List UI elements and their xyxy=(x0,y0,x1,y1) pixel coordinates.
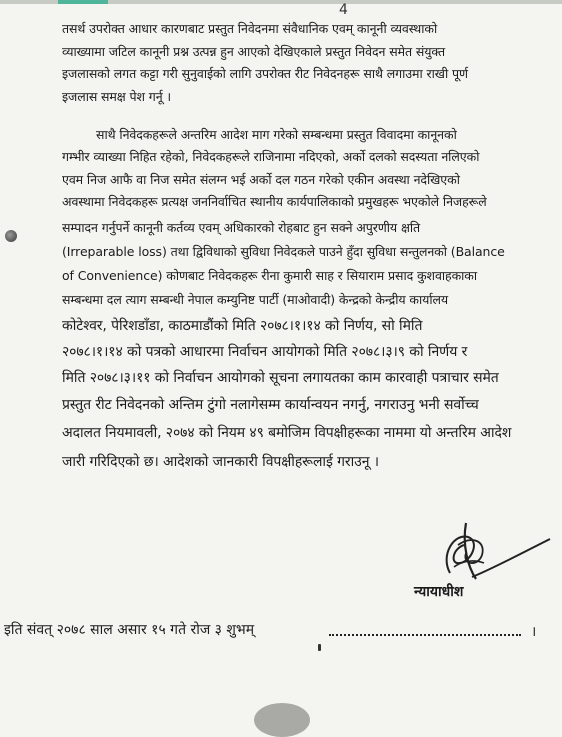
judge-title: न्यायाधीश xyxy=(414,584,464,600)
paragraph-2-line: सम्बन्धमा दल त्याग सम्बन्धी नेपाल कम्युनिष्ट पार्टी (माओवादी) केन्द्रको केन्द्रीय कार्यालय xyxy=(62,292,449,307)
paragraph-1-line: इजलास समक्ष पेश गर्नू । xyxy=(62,89,172,104)
paragraph-1-line: इजलासको लगत कट्टा गरी सुनुवाईको लागि उपरोक्त रीट निवेदनहरू साथै लगाउमा राखी पूर्ण xyxy=(62,66,468,81)
paragraph-2-line: साथै निवेदकहरूले अन्तरिम आदेश माग गरेको सम्बन्धमा प्रस्तुत विवादमा कानूनको xyxy=(96,127,457,142)
top-edge-accent xyxy=(58,0,108,4)
paragraph-1-line: तसर्थ उपरोक्त आधार कारणबाट प्रस्तुत निवेदनमा संवैधानिक एवम् कानूनी व्यवस्थाको xyxy=(62,21,438,36)
paragraph-2-line: कोटेश्वर, पेरिशडाँडा, काठमाडौंको मिति २०७८।१।१४ को निर्णय, सो मिति xyxy=(62,318,423,334)
paragraph-2-line: of Convenience) कोणबाट निवेदकहरू रीना कुमारी साह र सियाराम प्रसाद कुशवाहकाका xyxy=(62,268,478,283)
paragraph-2-line: अवस्थामा निवेदकहरू प्रत्यक्ष जननिर्वाचित स्थानीय कार्यपालिकाको प्रमुखहरू भएकोले निजहरूले xyxy=(62,194,487,209)
paragraph-2-line: २०७८।१।१४ को पत्रको आधारमा निर्वाचन आयोगको मिति २०७८।३।९ को निर्णय र xyxy=(62,344,468,360)
paragraph-2-line: अदालत नियमावली, २०७४ को नियम ४९ बमोजिम विपक्षीहरूका नाममा यो अन्तरिम आदेश xyxy=(62,425,512,441)
punch-hole xyxy=(5,230,17,242)
bottom-scan-shadow xyxy=(254,703,310,737)
paragraph-2-line: एवम निज आफै वा निज समेत संलग्न भई अर्को दल गठन गरेको एकीन अवस्था नदेखिएको xyxy=(62,172,460,187)
end-mark: । xyxy=(531,624,537,640)
paragraph-2-line: गम्भीर व्याख्या निहित रहेको, निवेदकहरूले राजिनामा नदिएको, अर्को दलको सदस्यता नलिएको xyxy=(62,149,480,164)
paragraph-1-line: व्याख्यामा जटिल कानूनी प्रश्न उत्पन्न हुन आएको देखिएकाले प्रस्तुत निवेदन समेत संयुक्त xyxy=(62,44,445,59)
paragraph-2-line: सम्पादन गर्नुपर्ने कानूनी कर्तव्य एवम् अधिकारको रोहबाट हुन सक्ने अपुरणीय क्षति xyxy=(62,220,421,235)
date-line: इति संवत् २०७८ साल असार १५ गते रोज ३ शुभम् xyxy=(4,622,255,638)
paragraph-2-line: (Irreparable loss) तथा द्विविधाको सुविधा निवेदकले पाउने हुँदा सुविधा सन्तुलनको (Balance xyxy=(62,244,505,259)
ink-mark xyxy=(318,644,321,651)
paragraph-2-line: मिति २०७८।३।११ को निर्वाचन आयोगको सूचना लगायतका काम कारवाही पत्राचार समेत xyxy=(62,370,499,386)
dotted-signature-line xyxy=(329,634,521,636)
paragraph-2-line: जारी गरिदिएको छ। आदेशको जानकारी विपक्षीहरूलाई गराउनू । xyxy=(62,454,379,470)
page-number: 4 xyxy=(339,2,348,18)
paragraph-2-line: प्रस्तुत रीट निवेदनको अन्तिम टुंगो नलागेसम्म कार्यान्वयन नगर्नु, नगराउनु भनी सर्वोच्च xyxy=(62,397,479,413)
